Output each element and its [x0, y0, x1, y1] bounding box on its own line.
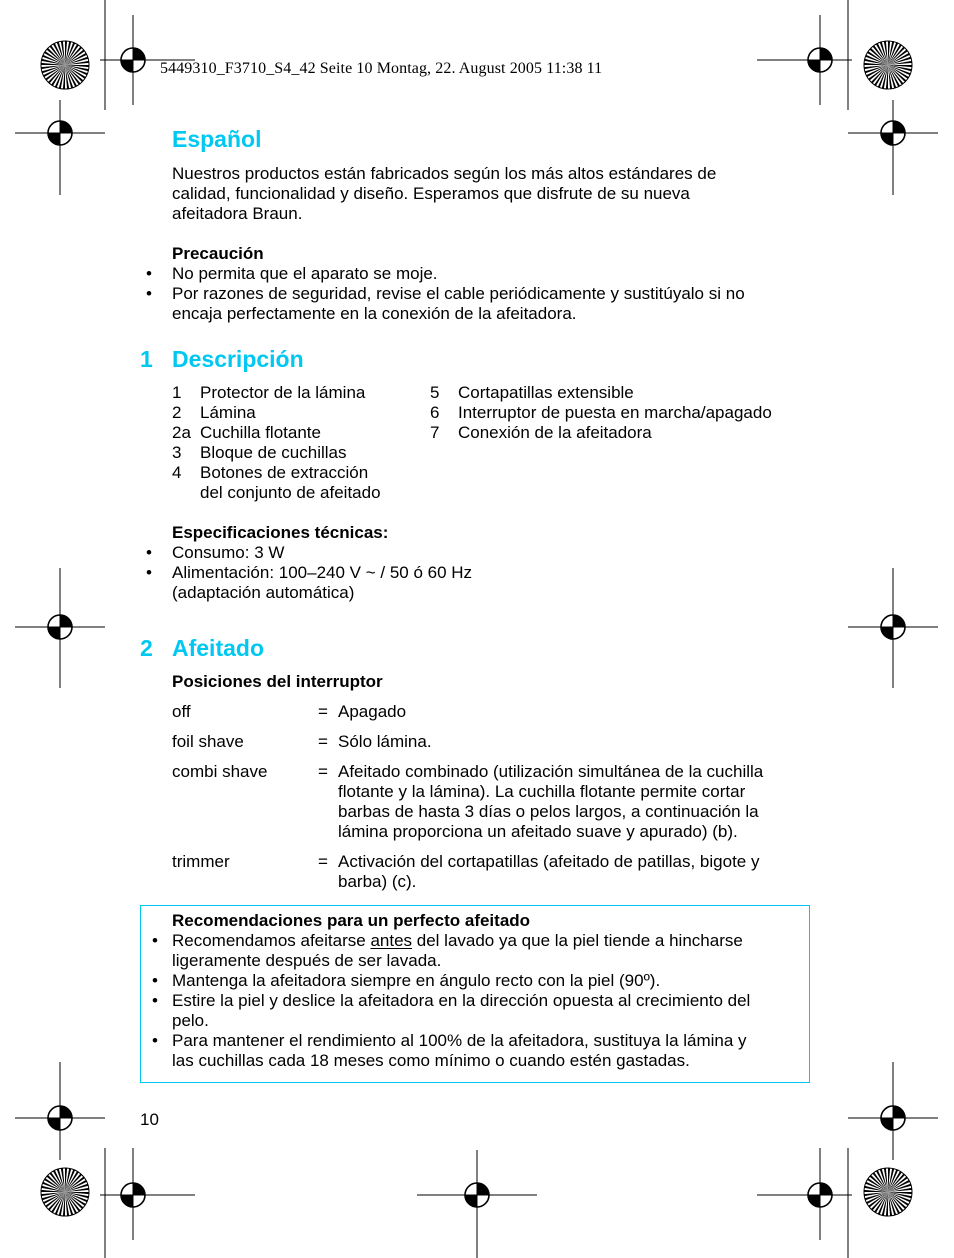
parts-list-right	[430, 383, 820, 453]
section-title-descripcion	[0, 346, 954, 376]
part-number: 1	[172, 383, 182, 402]
equals-sign: =	[318, 852, 328, 871]
starburst-ray	[65, 1192, 89, 1194]
equals-sign: =	[318, 732, 328, 751]
part-label: Conexión de la afeitadora	[458, 423, 652, 442]
spec-text: Consumo: 3 W	[172, 543, 285, 562]
starburst-ray	[886, 65, 888, 89]
section-title-afeitado	[0, 635, 954, 665]
starburst-target-icon	[864, 1168, 912, 1216]
part-number: 2a	[172, 423, 191, 442]
section-title-espanol: Español	[172, 126, 262, 152]
bullet-icon: •	[146, 264, 152, 283]
intro-line: afeitadora Braun.	[172, 204, 303, 223]
part-number: 6	[430, 403, 440, 422]
starburst-ray	[65, 41, 67, 65]
bullet-icon: •	[146, 284, 152, 303]
section-label: Afeitado	[172, 635, 264, 661]
equals-sign: =	[318, 762, 328, 781]
tip-bullet	[152, 931, 812, 971]
intro-paragraph	[172, 164, 716, 224]
switch-value-line: Activación del cortapatillas (afeitado de patillas, bigote y	[338, 852, 760, 871]
starburst-ray	[41, 63, 65, 65]
switch-value	[338, 732, 818, 752]
caution-bullet	[146, 264, 745, 284]
registration-mark-icon	[48, 121, 72, 145]
parts-list-left	[172, 383, 432, 503]
tip-text-part: del lavado ya que la piel tiende a hincharse	[412, 931, 743, 950]
part-label: Cortapatillas extensible	[458, 383, 634, 402]
switch-value-line: Apagado	[338, 702, 407, 721]
section-label: Descripción	[172, 346, 304, 372]
registration-mark-icon	[48, 1106, 72, 1130]
switch-value-line: flotante y la lámina). La cuchilla flotante permite cortar	[338, 782, 746, 801]
intro-line: calidad, funcionalidad y diseño. Esperamos que disfrute de su nueva	[172, 184, 690, 203]
tip-text: Estire la piel y deslice la afeitadora en la dirección opuesta al crecimiento del	[172, 991, 751, 1010]
part-label: Botones de extracción	[200, 463, 369, 482]
bullet-icon: •	[152, 931, 158, 950]
equals-sign: =	[318, 702, 328, 721]
switch-value	[338, 852, 818, 892]
starburst-target-icon	[41, 41, 89, 89]
part-label: Bloque de cuchillas	[200, 443, 347, 462]
starburst-ray	[41, 1190, 65, 1192]
spec-text: (adaptación automática)	[172, 583, 355, 602]
starburst-ray	[864, 63, 888, 65]
registration-mark-icon	[465, 1183, 489, 1207]
starburst-ray	[65, 65, 89, 67]
section-number: 2	[140, 635, 153, 661]
caution-text: No permita que el aparato se moje.	[172, 264, 438, 283]
bullet-icon: •	[152, 971, 158, 990]
part-number: 4	[172, 463, 182, 482]
part-label: Protector de la lámina	[200, 383, 366, 402]
page-number: 10	[140, 1110, 159, 1129]
starburst-ray	[888, 65, 912, 67]
specs-block	[146, 523, 473, 603]
switch-key: combi shave	[172, 762, 268, 781]
part-label: del conjunto de afeitado	[200, 483, 381, 502]
part-number: 2	[172, 403, 182, 422]
caution-bullet	[146, 284, 745, 324]
registration-mark-icon	[808, 48, 832, 72]
bullet-icon: •	[146, 543, 152, 562]
switch-key: off	[172, 702, 191, 721]
starburst-ray	[63, 1192, 65, 1216]
starburst-ray	[888, 1168, 890, 1192]
starburst-ray	[864, 1190, 888, 1192]
switch-value	[338, 702, 818, 722]
starburst-target-icon	[864, 41, 912, 89]
starburst-ray	[888, 41, 890, 65]
spec-text: Alimentación: 100–240 V ~ / 50 ó 60 Hz	[172, 563, 473, 582]
spec-bullet	[146, 543, 472, 563]
bullet-icon: •	[152, 991, 158, 1010]
caution-text: Por razones de seguridad, revise el cable periódicamente y sustitúyalo si no	[172, 284, 745, 303]
tips-content	[152, 911, 812, 1071]
starburst-ray	[65, 1168, 67, 1192]
tip-text: las cuchillas cada 18 meses como mínimo o cuando estén gastadas.	[172, 1051, 690, 1070]
tip-text: Mantenga la afeitadora siempre en ángulo recto con la piel (90º).	[172, 971, 661, 990]
tip-text	[172, 931, 812, 951]
tip-text-part: Recomendamos afeitarse	[172, 931, 371, 950]
caution-block	[146, 244, 745, 324]
switch-heading: Posiciones del interruptor	[172, 672, 383, 691]
tip-bullet	[152, 1031, 812, 1071]
part-label: Cuchilla flotante	[200, 423, 321, 442]
registration-mark-icon	[881, 1106, 905, 1130]
intro-line: Nuestros productos están fabricados según los más altos estándares de	[172, 164, 717, 183]
part-label: Interruptor de puesta en marcha/apagado	[458, 403, 772, 422]
registration-mark-icon	[808, 1183, 832, 1207]
print-header: 5449310_F3710_S4_42 Seite 10 Montag, 22. August 2005 11:38 11	[160, 60, 603, 77]
tip-bullet	[152, 991, 812, 1031]
tip-text: Para mantener el rendimiento al 100% de la afeitadora, sustituya la lámina y	[172, 1031, 747, 1050]
bullet-icon: •	[152, 1031, 158, 1050]
caution-text: encaja perfectamente en la conexión de la afeitadora.	[172, 304, 577, 323]
part-label: Lámina	[200, 403, 256, 422]
starburst-target-icon	[41, 1168, 89, 1216]
part-number: 3	[172, 443, 182, 462]
tip-bullet	[152, 971, 812, 991]
tip-text: pelo.	[172, 1011, 209, 1030]
switch-value-line: Sólo lámina.	[338, 732, 432, 751]
bullet-icon: •	[146, 563, 152, 582]
switch-value-line: lámina proporciona un afeitado suave y apurado) (b).	[338, 822, 738, 841]
tips-heading: Recomendaciones para un perfecto afeitado	[172, 911, 531, 930]
switch-key: foil shave	[172, 732, 244, 751]
switch-value	[338, 762, 818, 842]
part-number: 5	[430, 383, 440, 402]
registration-mark-icon	[881, 121, 905, 145]
registration-mark-icon	[121, 1183, 145, 1207]
specs-heading: Especificaciones técnicas:	[172, 523, 389, 542]
switch-value-line: barbas de hasta 3 días o pelos largos, a continuación la	[338, 802, 759, 821]
switch-key: trimmer	[172, 852, 230, 871]
switch-value-line: barba) (c).	[338, 872, 417, 891]
registration-mark-icon	[121, 48, 145, 72]
starburst-ray	[886, 1192, 888, 1216]
spec-bullet	[146, 563, 473, 603]
caution-heading: Precaución	[172, 244, 264, 263]
starburst-ray	[888, 1192, 912, 1194]
section-number: 1	[140, 346, 153, 372]
tip-emphasis: antes	[370, 931, 413, 950]
switch-value-line: Afeitado combinado (utilización simultánea de la cuchilla	[338, 762, 764, 781]
part-number: 7	[430, 423, 440, 442]
tip-text: ligeramente después de ser lavada.	[172, 951, 442, 970]
starburst-ray	[63, 65, 65, 89]
switch-positions	[172, 702, 832, 902]
